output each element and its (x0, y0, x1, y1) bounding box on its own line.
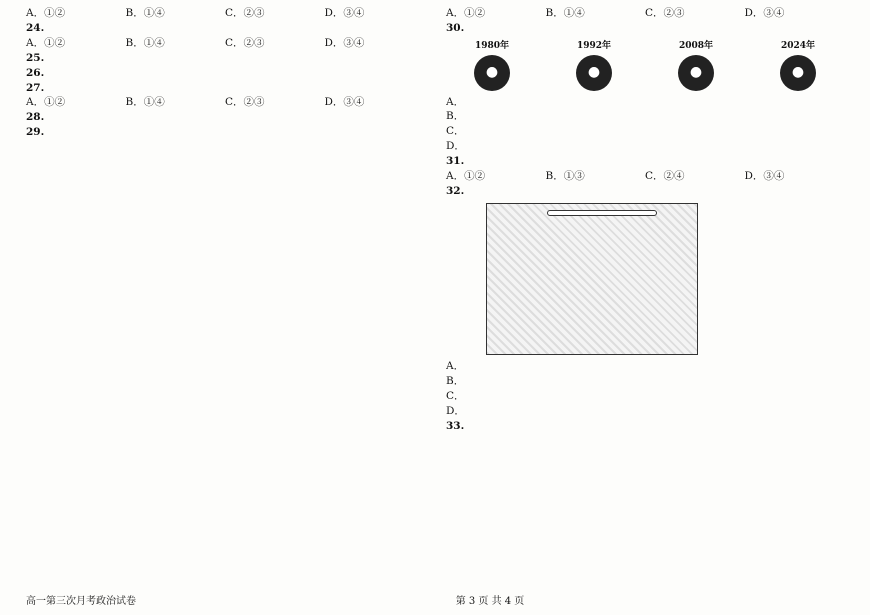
choice: C． (446, 125, 465, 138)
option: C．②③ (225, 96, 265, 109)
question-line (446, 184, 844, 199)
timeline-item (650, 40, 742, 93)
choice: A． (446, 95, 465, 108)
exam-title: 高一第三次月考政治试卷 (26, 595, 136, 607)
question-line (26, 66, 424, 81)
option: B．①④ (125, 36, 165, 49)
question (26, 125, 424, 140)
timeline-item (752, 40, 844, 93)
speech-bubble (547, 210, 657, 216)
option: A．①② (446, 7, 486, 19)
question-line (446, 154, 844, 169)
option: C．②③ (225, 36, 265, 49)
page-number: 第 3 页 共 4 页 (455, 595, 525, 607)
question (26, 21, 424, 51)
left-column (26, 6, 424, 433)
option: B．①④ (545, 7, 585, 19)
choice: B． (446, 374, 465, 387)
options-row (446, 169, 844, 184)
option: C．②③ (645, 7, 685, 19)
option: C．②③ (225, 7, 265, 19)
question-line (26, 110, 424, 125)
question-number: 27. (26, 81, 45, 94)
option: A．①② (26, 7, 66, 19)
footer (26, 595, 844, 609)
question-line (26, 21, 424, 36)
question-number: 32. (446, 185, 465, 198)
question (26, 51, 424, 66)
question-31 (446, 154, 844, 184)
options-row (26, 95, 424, 110)
choice: B． (446, 110, 465, 123)
option: D．③④ (324, 96, 365, 109)
question-number: 31. (446, 155, 465, 168)
question-number: 33. (446, 419, 465, 432)
question-number: 28. (26, 111, 45, 124)
option: D．③④ (324, 7, 365, 19)
choice: C． (446, 389, 465, 402)
question (26, 110, 424, 125)
timeline-year: 2024年 (780, 40, 816, 51)
timeline-item (548, 40, 640, 93)
option: D．③④ (744, 170, 785, 183)
milestone-icon: ● (780, 55, 816, 91)
question-30 (446, 21, 844, 154)
option: B．①④ (125, 7, 165, 19)
cartoon-image (486, 203, 698, 355)
question-number: 25. (26, 51, 45, 64)
question-line (26, 51, 424, 66)
option: D．③④ (324, 36, 365, 49)
milestone-icon: ● (678, 55, 714, 91)
choice: A． (446, 359, 465, 372)
question-number: 26. (26, 66, 45, 79)
question-line (446, 419, 844, 434)
question-line (26, 125, 424, 140)
option: B．①④ (125, 96, 165, 109)
question (26, 6, 424, 21)
options-row (446, 6, 844, 21)
timeline-year: 1980年 (474, 40, 510, 51)
options-row (26, 6, 424, 21)
milestone-icon: ● (576, 55, 612, 91)
question (26, 81, 424, 111)
timeline-year: 1992年 (576, 40, 612, 51)
question (26, 66, 424, 81)
question-32 (446, 184, 844, 419)
option: A．①② (26, 96, 66, 109)
question-number: 30. (446, 21, 465, 34)
timeline-year: 2008年 (678, 40, 714, 51)
milestone-icon: ● (474, 55, 510, 91)
right-column (446, 6, 844, 433)
question-number: 24. (26, 21, 45, 34)
timeline-item (446, 40, 538, 93)
choice: D． (446, 404, 465, 417)
question-line (446, 21, 844, 36)
question-line (26, 81, 424, 96)
option: D．③④ (744, 7, 785, 19)
choice: D． (446, 140, 465, 153)
option: B．①③ (545, 170, 585, 183)
question-number: 29. (26, 126, 45, 139)
option: A．①② (26, 36, 66, 49)
option: C．②④ (645, 170, 685, 183)
timeline (446, 40, 844, 93)
question-33 (446, 419, 844, 434)
option: A．①② (446, 170, 486, 183)
options-row (26, 36, 424, 51)
